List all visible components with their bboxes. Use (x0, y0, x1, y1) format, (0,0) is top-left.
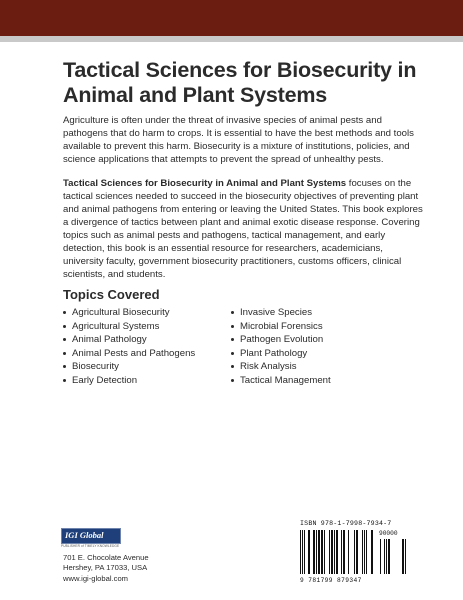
bullet-icon (231, 338, 234, 341)
address-city: Hershey, PA 17033, USA (63, 563, 148, 573)
publisher-tagline: PUBLISHER of TIMELY KNOWLEDGE (61, 544, 120, 548)
address-street: 701 E. Chocolate Avenue (63, 553, 149, 562)
topics-list-right (231, 306, 331, 388)
bullet-icon (63, 325, 66, 328)
bullet-icon (231, 311, 234, 314)
topic-item: Risk Analysis (231, 360, 331, 374)
book-title: Tactical Sciences for Biosecurity in Animal and Plant Systems (63, 58, 417, 107)
intro-paragraph: Agriculture is often under the threat of invasive species of animal pests and pathogens that do harm to crops. It is essential to have the best methods and tools available to prevent this harm. Biosecurity is a mixture of institutions, policies, and science applications that attempts to prevent the spread of unhealthy pests. (63, 115, 414, 165)
bullet-icon (63, 365, 66, 368)
top-color-band (0, 0, 463, 36)
description-paragraph (63, 177, 423, 281)
topic-item: Agricultural Systems (63, 320, 195, 334)
bullet-icon (231, 325, 234, 328)
topic-item: Microbial Forensics (231, 320, 331, 334)
bullet-icon (63, 379, 66, 382)
topic-item: Agricultural Biosecurity (63, 306, 195, 320)
topic-item: Animal Pests and Pathogens (63, 347, 195, 361)
bullet-icon (63, 352, 66, 355)
bullet-icon (231, 365, 234, 368)
publisher-logo (61, 528, 121, 544)
topic-item: Tactical Management (231, 374, 331, 388)
barcode-number: 9 781799 879347 (300, 577, 362, 584)
description-book-title: Tactical Sciences for Biosecurity in Animal and Plant Systems (63, 178, 347, 189)
barcode-addon-number: 90000 (379, 530, 398, 537)
topic-item: Pathogen Evolution (231, 333, 331, 347)
topics-list-left (63, 306, 195, 388)
publisher-logo-text: IGI Global (65, 530, 104, 540)
topic-item: Invasive Species (231, 306, 331, 320)
topic-item: Early Detection (63, 374, 195, 388)
topic-item: Plant Pathology (231, 347, 331, 361)
description-text: focuses on the tactical sciences needed to succeed in the biosecurity objectives of preventing plant and animal pathogens from entering or leaving the United States. This book explores a divergence of tactics between plant and animal exotic disease response. Covering topics such as animal pests and pathogens, tactical management, and early detection, this book is an essential resource for researchers, academicians, university faculty, government biosecurity practitioners, customs officers, clinical scientists, and students. (63, 178, 423, 280)
bullet-icon (231, 379, 234, 382)
bullet-icon (63, 311, 66, 314)
top-gray-stripe (0, 36, 463, 42)
bullet-icon (63, 338, 66, 341)
topics-heading: Topics Covered (63, 287, 160, 302)
isbn-label: ISBN 978-1-7998-7934-7 (300, 520, 392, 527)
publisher-address (63, 553, 149, 584)
topic-item: Animal Pathology (63, 333, 195, 347)
publisher-website: www.igi-global.com (63, 573, 128, 583)
bullet-icon (231, 352, 234, 355)
topic-item: Biosecurity (63, 360, 195, 374)
